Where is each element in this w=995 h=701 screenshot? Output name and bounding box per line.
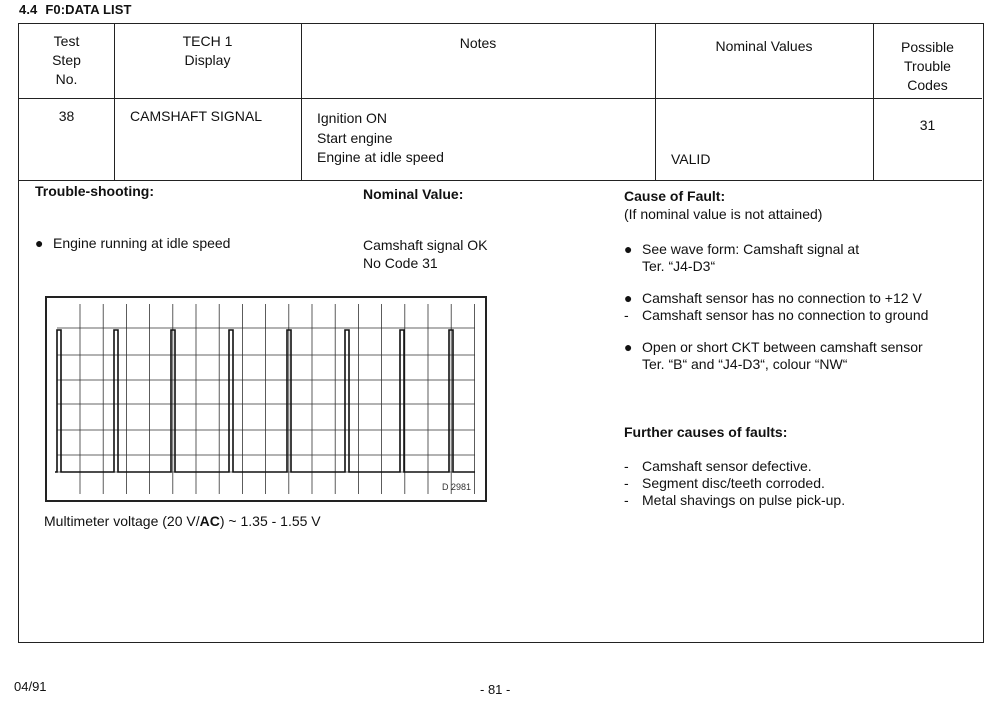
further-causes-list [624,458,845,509]
cause-item [624,307,974,324]
header-notes: Notes [459,35,497,51]
cell-notes [317,109,444,168]
header-trouble-codes [873,38,982,95]
note-line: Ignition ON [317,110,388,126]
dash-marker: - [624,307,629,323]
cell-step: 38 [58,108,75,124]
dash-marker: - [624,458,629,474]
troubleshooting-text: Engine running at idle speed [53,235,231,251]
cell-nominal: VALID [671,151,711,167]
figure-label: D 2981 [441,482,471,492]
section-title [19,2,132,17]
further-text: Metal shavings on pulse pick-up. [642,492,846,508]
further-text: Camshaft sensor defective. [642,458,812,474]
cause-list [624,241,974,373]
bullet-icon: ● [624,241,633,257]
cell-codes: 31 [919,117,936,133]
cause-subheading: (If nominal value is not attained) [624,206,823,222]
bullet-icon: ● [624,339,633,355]
header-nominal-values: Nominal Values [715,38,813,54]
section-name: F0:DATA LIST [45,2,132,17]
note-line: Start engine [317,129,393,146]
cause-item [624,290,974,307]
row-divider [19,180,982,181]
cause-line: Camshaft sensor has no connection to +12 V [642,290,922,306]
cause-line: Open or short CKT between camshaft sensor [642,339,923,355]
nominal-line: No Code 31 [363,255,438,271]
multimeter-caption [44,513,321,529]
header-line: Display [184,52,231,68]
footer-date: 04/91 [14,679,47,694]
dash-marker: - [624,475,629,491]
cause-item [624,241,974,275]
header-line: Test [53,33,80,49]
header-line: Step [52,52,81,68]
header-line: Codes [907,77,948,93]
header-line: Possible [901,39,954,55]
cause-line: Ter. “B“ and “J4-D3“, colour “NW“ [642,356,848,372]
nominal-value-heading: Nominal Value: [363,186,464,202]
caption-text: ) ~ 1.35 - 1.55 V [219,513,321,529]
bullet-icon: ● [624,290,633,306]
cause-item [624,339,974,373]
cause-line: See wave form: Camshaft signal at [642,241,860,257]
header-line: Trouble [904,58,951,74]
waveform-graph [47,298,485,500]
nominal-line: Camshaft signal OK [363,237,488,253]
cell-display: CAMSHAFT SIGNAL [130,108,262,124]
cause-line: Camshaft sensor has no connection to ground [642,307,929,323]
caption-text: Multimeter voltage (20 V/ [44,513,200,529]
header-line: No. [55,71,78,87]
camshaft-pulse-trace [55,330,475,472]
caption-bold: AC [199,513,220,529]
cause-heading: Cause of Fault: [624,188,726,204]
header-test-step [19,32,114,89]
further-causes-heading: Further causes of faults: [624,424,788,440]
header-tech1-display [114,32,301,70]
dash-marker: - [624,492,629,508]
page-number: - 81 - [480,682,511,697]
further-item [624,492,845,509]
header-line: TECH 1 [182,33,233,49]
further-text: Segment disc/teeth corroded. [642,475,825,491]
section-number: 4.4 [19,2,38,17]
nominal-value-lines [363,236,488,272]
troubleshooting-heading: Trouble-shooting: [35,183,154,199]
header-divider [19,98,982,99]
bullet-icon: ● [35,235,44,251]
further-item [624,458,845,475]
waveform-figure [45,296,487,502]
further-item [624,475,845,492]
cause-line: Ter. “J4-D3“ [642,258,716,274]
note-line: Engine at idle speed [317,149,444,165]
